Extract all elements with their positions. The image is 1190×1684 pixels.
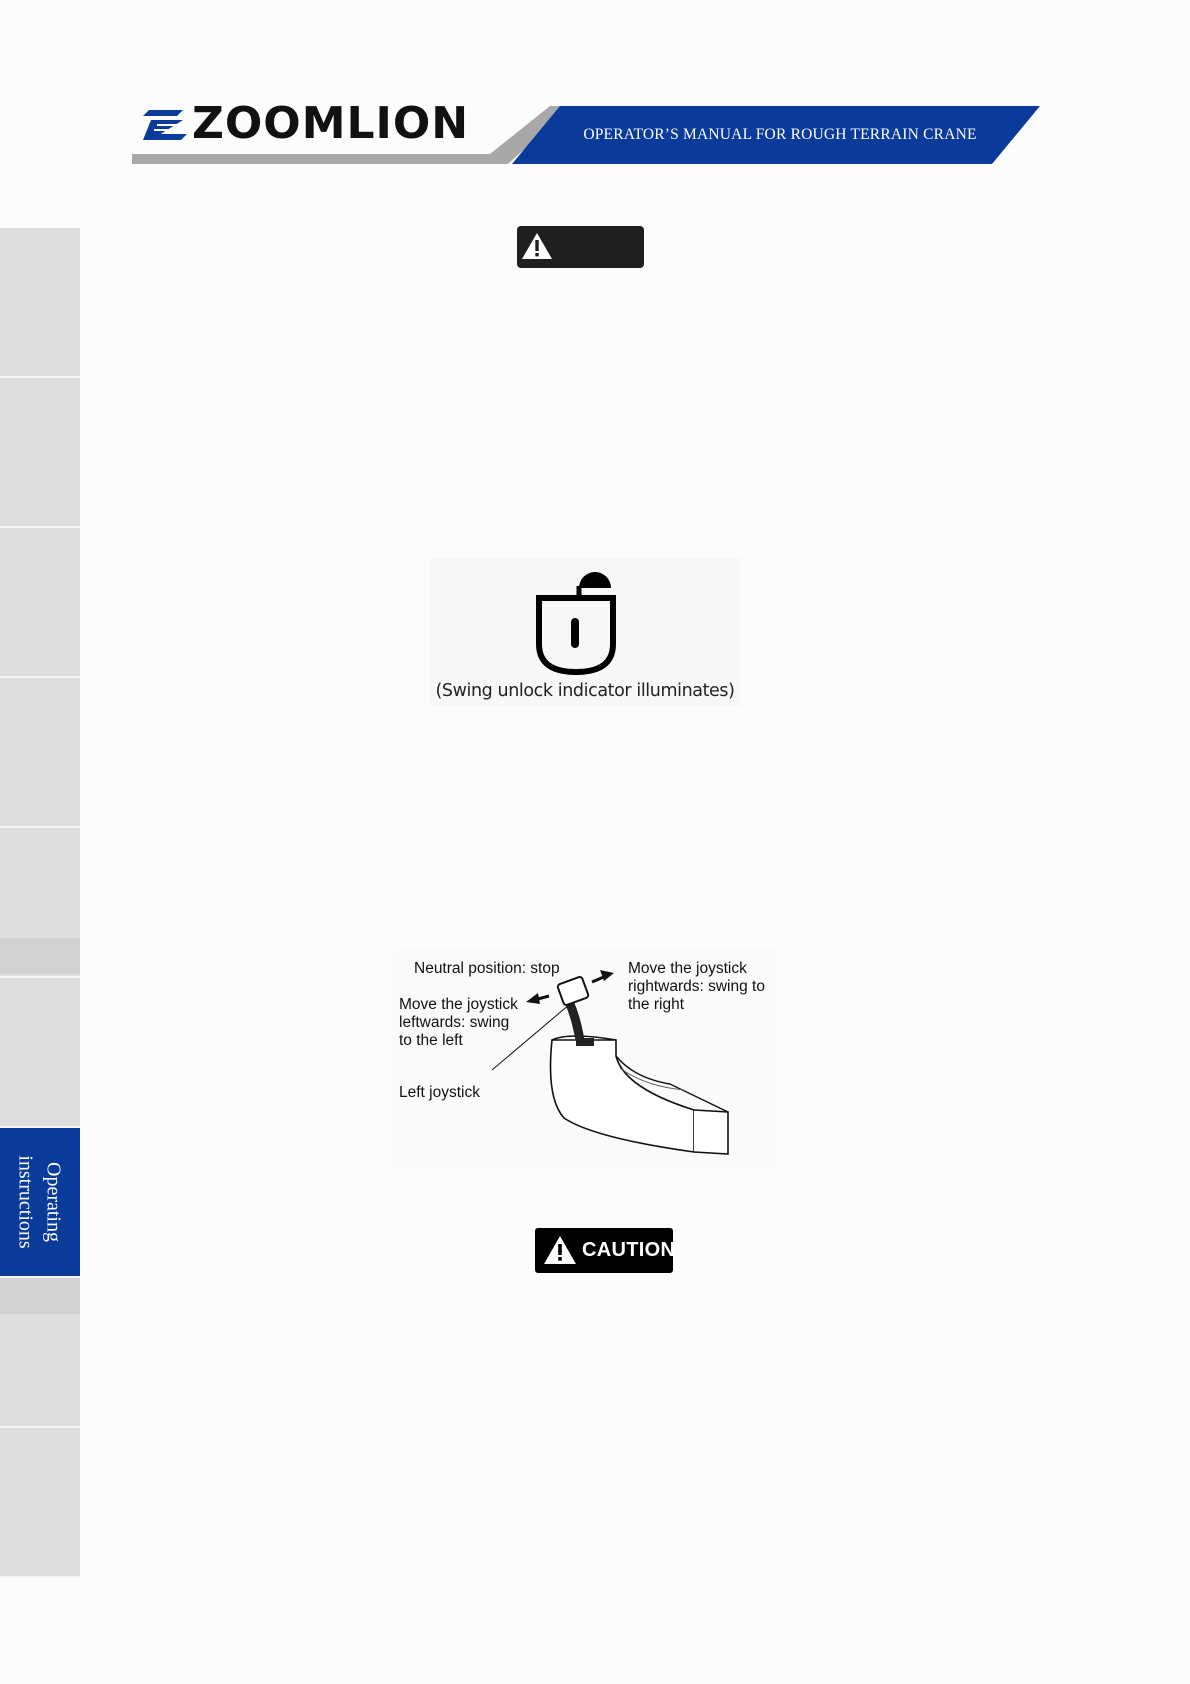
joystick-figure xyxy=(394,948,778,1170)
sidebar-tab-2[interactable] xyxy=(0,378,80,528)
sidebar-tab-divider xyxy=(0,938,80,974)
sidebar-tab-label: Operating instructions xyxy=(15,1155,65,1249)
label-move-left: Move the joystick leftwards: swing to the left xyxy=(399,996,518,1049)
sidebar-tab-6[interactable] xyxy=(0,978,80,1128)
warning-triangle-icon xyxy=(543,1234,577,1266)
manual-title: OPERATOR’S MANUAL FOR ROUGH TERRAIN CRANE xyxy=(583,126,977,143)
sidebar-tab-operating-instructions[interactable] xyxy=(0,1128,80,1278)
sidebar-tab-1[interactable] xyxy=(0,228,80,378)
label-left-joystick: Left joystick xyxy=(399,1084,480,1101)
page-header xyxy=(0,0,1190,190)
swing-unlock-indicator-icon xyxy=(533,560,619,678)
swing-unlock-caption: (Swing unlock indicator illuminates) xyxy=(435,681,735,701)
warning-badge xyxy=(517,226,644,268)
label-move-right: Move the joystick rightwards: swing to the right xyxy=(628,960,765,1013)
label-neutral-position: Neutral position: stop xyxy=(414,960,560,977)
sidebar-tab-9[interactable] xyxy=(0,1428,80,1578)
sidebar-tab-8[interactable] xyxy=(0,1314,80,1428)
sidebar-tab-4[interactable] xyxy=(0,678,80,828)
brand-name: ZOOMLION xyxy=(192,98,470,149)
caution-badge xyxy=(535,1228,676,1273)
caution-label: CAUTION xyxy=(582,1239,676,1261)
warning-triangle-icon xyxy=(521,231,553,261)
sidebar-tab-3[interactable] xyxy=(0,528,80,678)
